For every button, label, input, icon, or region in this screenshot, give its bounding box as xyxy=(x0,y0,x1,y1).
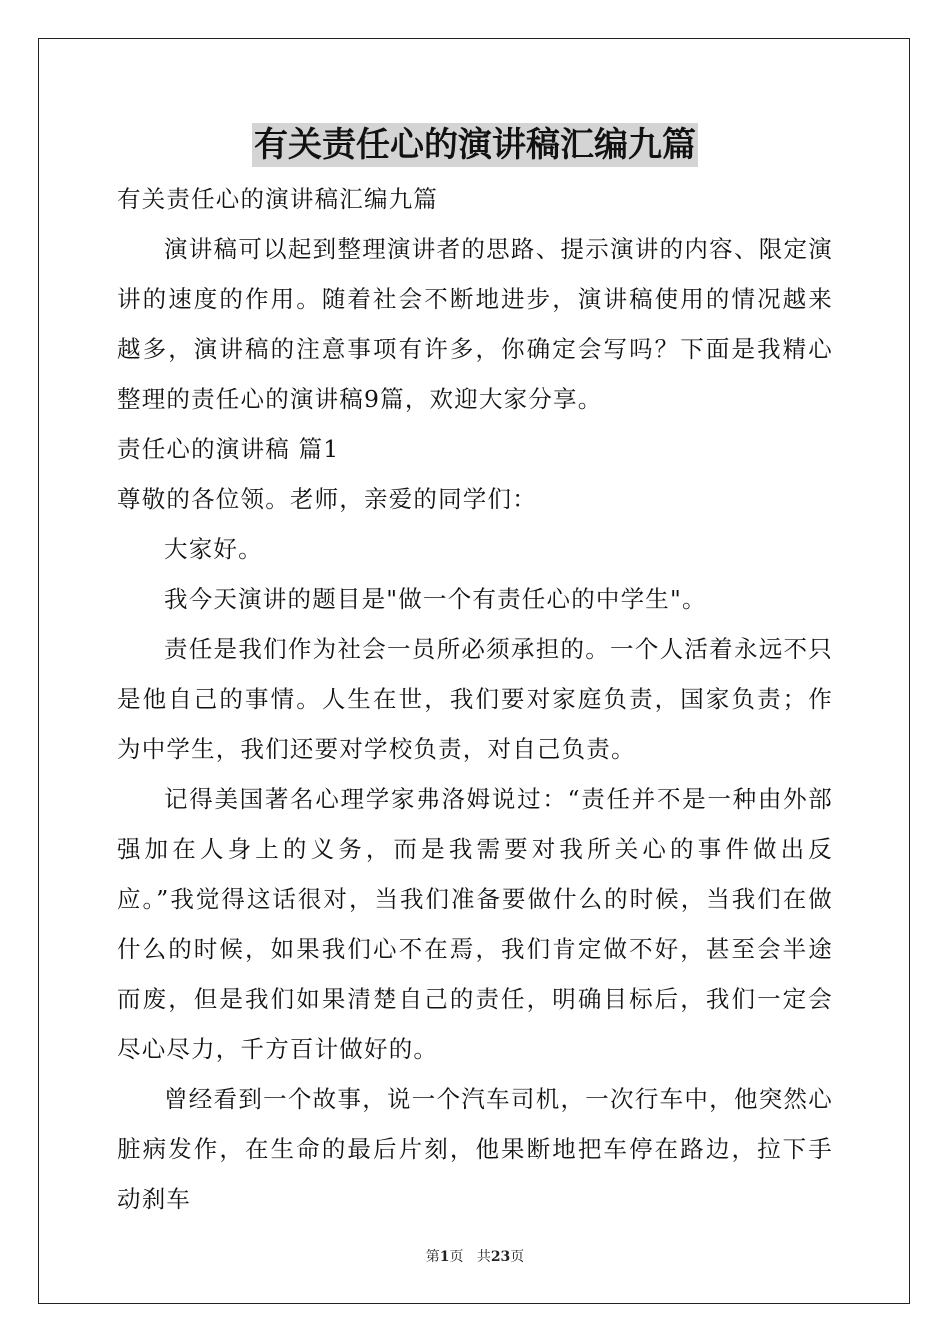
page-number: 1 xyxy=(439,1249,450,1265)
page-prefix: 第 xyxy=(425,1249,440,1265)
paragraph: 我今天演讲的题目是"做一个有责任心的中学生"。 xyxy=(164,585,707,613)
total-pages: 23 xyxy=(490,1249,511,1265)
paragraph: 责任是我们作为社会一员所必须承担的。一个人活着永远不只是他自己的事情。人生在世，我们要对家庭负责，国家负责；作为中学生，我们还要对学校负责，对自己负责。 xyxy=(117,635,833,763)
page-footer xyxy=(0,1246,950,1266)
document-title: 有关责任心的演讲稿汇编九篇 xyxy=(254,125,696,165)
paragraph: 大家好。 xyxy=(164,535,263,563)
salutation: 尊敬的各位领。老师，亲爱的同学们： xyxy=(117,485,537,513)
title-container xyxy=(0,123,950,167)
paragraph: 曾经看到一个故事，说一个汽车司机，一次行车中，他突然心脏病发作，在生命的最后片刻，他果断地把车停在路边，拉下手动刹车 xyxy=(117,1085,833,1213)
document-body xyxy=(117,174,833,1224)
paragraph: 有关责任心的演讲稿汇编九篇 xyxy=(117,185,439,213)
total-prefix: 共 xyxy=(476,1249,491,1265)
section-heading: 责任心的演讲稿 篇1 xyxy=(117,435,340,463)
total-suffix: 页 xyxy=(510,1249,525,1265)
paragraph: 记得美国著名心理学家弗洛姆说过：“责任并不是一种由外部强加在人身上的义务，而是我需要对我所关心的事件做出反应。”我觉得这话很对，当我们准备要做什么的时候，当我们在做什么的时候，如果我们心不在焉，我们肯定做不好，甚至会半途而废，但是我们如果清楚自己的责任，明确目标后，我们一定会尽心尽力，千方百计做好的。 xyxy=(117,785,833,1063)
paragraph: 演讲稿可以起到整理演讲者的思路、提示演讲的内容、限定演讲的速度的作用。随着社会不断地进步，演讲稿使用的情况越来越多，演讲稿的注意事项有许多，你确定会写吗？下面是我精心整理的责任心的演讲稿9篇，欢迎大家分享。 xyxy=(117,235,833,413)
page-suffix: 页 xyxy=(449,1249,464,1265)
